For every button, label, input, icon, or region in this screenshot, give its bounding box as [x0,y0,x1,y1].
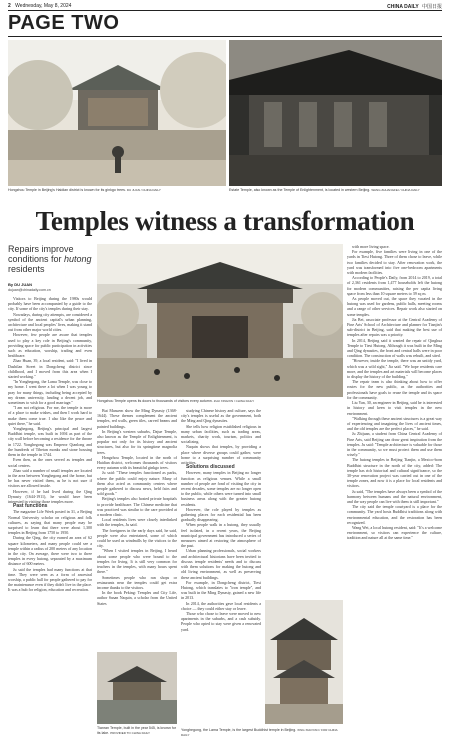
paper-name-cn: 中国日报 [421,4,442,10]
section-title: PAGE TWO [8,12,120,34]
body-paragraph: In the book Peking: Temples and City Life, author Susan Naquin, a scholar from the United States [97,590,177,606]
body-paragraph: Yonghegong, Beijing's principal and largest Buddhist temple, was built in 1694 as part of the city wall before becoming a residence for the throne in 1722. Yonghegong was Emperor Qianlong and the hundreds of Tibetan monks and stone housing them in the temple in 1744. [8,426,92,458]
body-paragraph: "In Yonghegong, the Lama Temple, was close to my home. I went there a lot when I was young to pray for many things, including being accepted by my dream university, landing a decent job, and sometimes to wish for a good marriage." [8,379,92,406]
body-paragraph: The foreigners in the early days said, he said, people were also entertained, some of which could be used as windmills by the visitors to the city. [97,527,177,549]
body-paragraph: When people walk in a hutong, they usually feel isolated, in a recent years, the Beijing municipal government has introduced a series of measures aimed at restoring the atmosphere of the past. [181,522,261,549]
body-paragraph: For example, in Dongcheng district, Tiesi Hutong, which translates to "iron temple", and was built in the Ming Dynasty, gained a new life in 2013. [181,579,261,601]
body-paragraph: Zhao Huan, 39, a local resident, said: "I lived in Dashilan Street in Dongcheng district since childhood, and I moved from this area when I started working." [8,358,92,380]
caption-top-left [8,188,226,193]
body-paragraph: Ju said: "These temples functioned as parks, where the public could enjoy nature. Many of them also acted as community centers where people gathered to discuss news, held fairs and sold goods." [97,470,177,497]
caption-center [97,399,343,404]
photo-credit: PROVIDED TO CHINA DAILY [110,730,151,735]
page-header-right [387,3,442,10]
caption-text: Yonghegong, the Lama Temple, is the largest Buddhist temple in Beijing. [181,728,297,732]
column-1-paragraphs [8,296,92,504]
body-paragraph: She tells how religion established religious in many urban facilities, such as trading areas, markets, charity work, tourism, politics and socializing. [181,423,261,445]
body-paragraph: During the Qing, the city earned an area of 62 square kilometers, and many people could see a temple within a radius of 200 meters of any location in the city. On average, there were two to three temples in every hutong, separated by a maximum distance of 600 meters. [8,535,92,567]
body-paragraph: studying Chinese history and culture, says the city's temples is useful as the government, both the Ming and Qing dynasties. [181,408,261,424]
body-paragraph: Wang Wei, a local hutong resident, said: "It's a welcome environment, so visitors can experience the culture, tradition and nature all at the same time." [347,524,442,541]
body-paragraph: However, if he had lived during the Qing Dynasty (1644-1911), he would have been interested in visiting those temples more. [8,488,92,504]
caption-text: Estate Temple, also known as the Temple of Enlightenment, is located in western Beijing. [229,188,371,192]
column-3-paragraphs [181,408,261,465]
photo-credit: XING XIAOYAN / FOR CHINA DAILY [181,728,338,737]
photo-credit: DU JUAN / CHINA DAILY [126,188,161,192]
column-1b-paragraphs [8,509,92,592]
body-paragraph: Ju Zhijuan, a student from China Central Academy of Fine Arts, said Beijing can draw great inspiration from the temples. Ju said: "Temple architecture is valuable for those in the community, so we must protect them and use them wisely." [347,431,442,458]
body-paragraph: However, few people are aware that temples used to play a key role in Beijing's community, providing space for public participation in activities such as education, worship, trading and even healthcare. [8,332,92,359]
caption-text: Hongzhou Temple in Beijing's Haidian district is known for its ginkgo trees. [8,188,126,192]
body-paragraph: Hongzhou Temple, located in the north of Haidian district, welcomes thousands of visitors every autumn with its beautiful ginkgo trees. [97,454,177,471]
body-paragraph: "However, inside the temple, there was an untidy yard, which was a wild sight," Jia said. "We hope residents care more, and the temples and art materials will become places to display the history of the building." [347,358,442,380]
column-2-paragraphs [97,408,177,606]
caption-bottom-right [181,728,343,737]
photo-lama-temple [265,600,343,724]
body-paragraph: Beijing's temples also hosted private hospitals to provide healthcare. The Chinese medicine that was practiced was similar to the care provided at a modern clinic. [97,496,177,518]
body-column-4 [347,244,442,742]
page-header-left [8,3,71,9]
photo-credit: ZHU XINGXIN / CHINA DAILY [213,399,255,403]
body-column-2 [97,408,177,648]
body-paragraph: In Beijing's western suburbs, Dajue Temple, also known as the Temple of Enlightenment, is popular not only for its history and ancient structures, but also for its springtime magnolia trees. [97,428,177,455]
body-paragraph: In 2014, the authorities gave local residents a choice — they could either stay or leave. [181,600,261,611]
body-paragraph: Nowadays, during city attempts, are considered a symbol of the ancient capital's urban planning, architecture and local peoples' lives, making it stand out from other major world cities. [8,311,92,333]
body-paragraph: Naquin shows that temples, by providing a place where diverse groups could gather, were home to a surprising number of community activities. [181,444,261,466]
body-paragraph: According to People's Daily, from 2014 to 2019, a total of 2,361 residents from 1,477 households left the hutong for modern communities, raising the per capita living space from less than 10 square meters to 39 sq m. [347,275,442,296]
column-3b-paragraphs [181,470,261,631]
body-column-1 [8,296,92,742]
body-paragraph: Sometimes people who ran shops or restaurants near the temples could get extra income thanks to the visitors. [97,574,177,590]
paper-name: CHINA DAILY [387,4,419,10]
body-paragraph: However, the role played by temples as gathering places for each residential has been gradually disappearing. [181,506,261,523]
caption-text: Tianran Temple, built in the year 545, is known for its lake. [97,726,177,735]
body-paragraph: Zhao said a number of small temples are located in the area between Yonghegong and the home, but he has never visited them, as he is not sure if visitors are allowed inside. [8,467,92,489]
body-paragraph: The magazine Life Week posted in 31, a Beijing Normal University scholar on religious and folk cultures, as saying that many people may be surprised to learn that there were about 1,300 temples in Beijing from 1750 to 1950. [8,509,92,536]
caption-top-right [229,188,442,193]
photo-credit: WANG ZHUANGFEI / CHINA DAILY [371,188,420,192]
body-paragraph: Jia Bei, associate professor at the Central Academy of Fine Arts' School of Architecture and planner for Tianjin's sub-district in Beijing, said that making the best use of temples after repairs was a priority. [347,316,442,338]
photo-dajue-temple [229,40,442,186]
subhead-past-functions: Past functions [13,503,48,510]
page-number: 2 [8,3,11,9]
body-paragraph: For example, five families were living in one of the yards in Tiesi Hutong. Three of them chose to leave, while two families decided to stay. After renovation work, the yard was transformed into five one-bedroom apartments with modern facilities. [347,249,442,276]
body-paragraph: In 2014, Beijing said it wanted the repair of Qinghua Temple to Tiesi Hutong. Although it was built in the Ming and Qing dynasties, the front and central halls were in poor condition. The construction of walls was rebuilt, and sited. [347,337,442,359]
column-4-paragraphs [347,244,442,541]
deck-lead: Repairs improve conditions for [8,244,74,264]
body-column-3 [181,408,261,742]
deck [8,244,93,274]
body-paragraph: Those who chose to leave were moved to new apartments in the suburbs, and a cash subsidy. People who opted to stay were given a renovated yard. [181,610,261,632]
subhead-solutions: Solutions discussed [186,464,235,471]
body-paragraph: with more living space. [352,244,390,249]
body-paragraph: Visitors to Beijing during the 1980s would probably have been accompanied by a guide to the city. If some of the city's temples during their stay. [8,296,92,312]
body-paragraph: As people moved out, the space they vacated in the hutong was used for gardens, public halls, meeting rooms and a range of other services. Repair work also started on some temples. [347,296,442,317]
body-paragraph: Local residents lives were closely interlinked with the temples, Ju said. [97,517,177,528]
header-rule [8,10,442,11]
caption-bottom-left [97,726,177,735]
headline: Temples witness a transformation [35,206,415,236]
body-paragraph: Urban planning professionals, social workers and architectural historians have been invited to discuss temple residents' needs and to discuss with them solutions for making the hutong and old living environment, as well as preserving these ancient buildings. [181,548,261,580]
issue-date: Wednesday, May 8, 2024 [15,3,72,9]
body-paragraph: Even then, as the ones served as temples and social centers. [8,457,92,468]
body-paragraph: The city said the temple courtyard is a place for the community. The yard hosts Buddhist traditions along with environmental education, and the restoration has been recognized. [347,504,442,525]
body-paragraph: "Walking through these ancient structures is a great way of experiencing and imagining the lives of ancient times, and the old temples are the perfect places," he said. [347,415,442,432]
body-paragraph: But Musuem show the Ming Dynasty (1368-1644). These themes complement the ancient temples, red walls, green tiles, carved beams and painted buildings. [97,408,177,429]
photo-hongzhou-doors [97,244,343,397]
deck-emphasis: hutong [64,254,92,264]
body-paragraph: Ju said, "The temples have always been a symbol of the harmony between humans and the natural environment, and the way people can live with them is still important." [347,488,442,504]
deck-tail: residents [8,264,45,274]
body-paragraph: "I am not religious. For me, the temple is more of a place to make wishes, and then I work hard to make them come true. I also like the peace and quiet there," he said. [8,405,92,426]
body-paragraph: Liu Yan, 30, an engineer in Beijing, said he is interested in history and keen to visit temples in the new environment. [347,400,442,416]
body-paragraph: Ju said the temples had many functions at that time. They were seen as a form of ancestral worship, a public hall for people gathered to pay for the maintenance even if they didn't live in the place. It was a hub for religion, education and recreation. [8,566,92,593]
author-email: dujuan@chinadaily.com.cn [8,288,51,292]
caption-text: Hongzhou Temple opens its doors to thousands of visitors every autumn. [97,399,213,403]
photo-hongzhou-ginkgo [8,40,226,186]
body-paragraph: The hutong temples in Beijing Tianjin, a Mexico-born Buddhist structure in the north of the city, added: The temple has rich historical and cultural significance, so the 30-year renovation project was carried out in one of the temple zones, and now it is a place for local residents and visitors. [347,457,442,489]
body-paragraph: The repair team is also thinking about how to offer routes for the new public, as the authorities and professionals have goals to reuse the temple and its space for the community. [347,379,442,400]
byline: By DU JUAN [8,282,33,287]
photo-tianran-temple [97,652,177,724]
body-paragraph: However, many temples in Beijing no longer function as religious venues. While a small number of people are fond of visiting the city in recent decades, some temples are no longer open to the public, while others were turned into small business areas along with the greater hutong residents. [181,470,261,507]
section-rule [8,36,442,37]
body-paragraph: "When I visited temples in Beijing, I heard about some people who were bound to the temples for living. It is still very common for teachers in the temples, with many hours spent there." [97,548,177,575]
